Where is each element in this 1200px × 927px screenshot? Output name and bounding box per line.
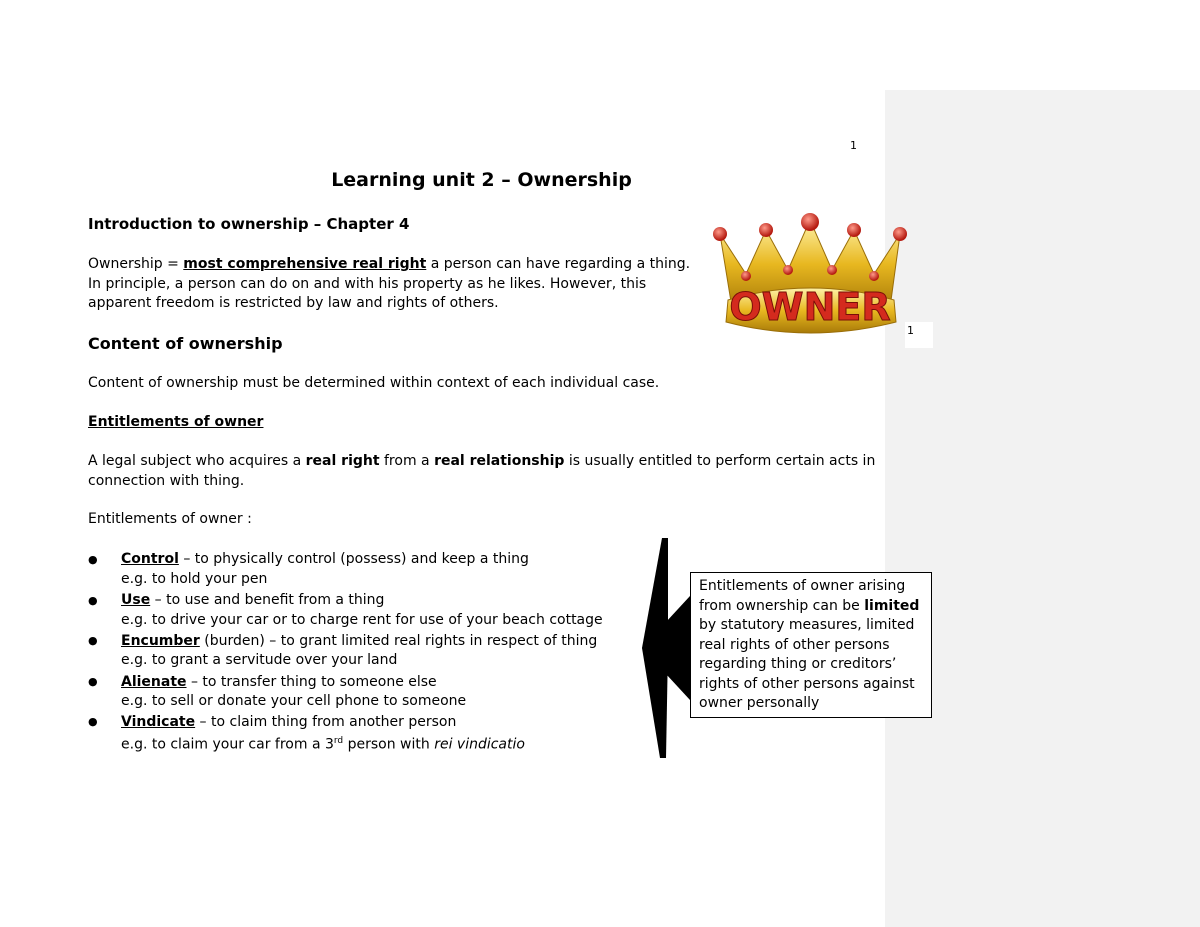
entitlements-para-line-1: A legal subject who acquires a real right from a real relationship is usually entitled to perform certain acts in — [88, 453, 876, 469]
list-item-alienate: Alienate – to transfer thing to someone else — [121, 673, 437, 690]
left-arrow-icon — [640, 536, 690, 761]
entitlements-heading: Entitlements of owner — [88, 414, 264, 430]
page-number: 1 — [850, 139, 857, 152]
entitlements-list-intro: Entitlements of owner : — [88, 511, 252, 527]
intro-heading: Introduction to ownership – Chapter 4 — [88, 215, 410, 233]
callout-line-2: from ownership can be limited — [699, 597, 920, 614]
callout-line-3: by statutory measures, limited — [699, 617, 915, 633]
list-item-alienate-example: e.g. to sell or donate your cell phone to someone — [121, 693, 467, 709]
content-line-1: Content of ownership must be determined within context of each individual case. — [88, 375, 660, 391]
callout-line-6: rights of other persons against — [699, 675, 915, 692]
bullet-icon: ● — [88, 594, 98, 607]
entitlements-para-line-2: connection with thing. — [88, 472, 245, 489]
bullet-icon: ● — [88, 675, 98, 688]
callout-box — [690, 572, 932, 718]
intro-line-3: apparent freedom is restricted by law and rights of others. — [88, 295, 499, 311]
intro-line-2: In principle, a person can do on and with his property as he likes. However, this — [88, 275, 647, 292]
list-item-vindicate: Vindicate – to claim thing from another person — [121, 713, 457, 730]
content-heading: Content of ownership — [88, 334, 283, 353]
callout-line-1: Entitlements of owner arising — [699, 578, 906, 594]
bullet-icon: ● — [88, 715, 98, 728]
footnote-marker: 1 — [907, 324, 914, 337]
comments-sidebar — [885, 90, 1200, 927]
list-item-use-example: e.g. to drive your car or to charge rent for use of your beach cottage — [121, 611, 603, 628]
callout-line-5: regarding thing or creditors’ — [699, 656, 897, 672]
list-item-encumber: Encumber (burden) – to grant limited real rights in respect of thing — [121, 632, 598, 649]
list-item-vindicate-example: e.g. to claim your car from a 3rd person with rei vindicatio — [121, 736, 525, 753]
svg-text:OWNER: OWNER — [729, 285, 891, 329]
list-item-encumber-example: e.g. to grant a servitude over your land — [121, 652, 398, 668]
owner-crown-icon — [708, 212, 913, 336]
intro-line-1: Ownership = most comprehensive real right a person can have regarding a thing. — [88, 256, 691, 272]
list-item-control: Control – to physically control (possess) and keep a thing — [121, 551, 529, 567]
list-item-control-example: e.g. to hold your pen — [121, 570, 268, 587]
callout-line-4: real rights of other persons — [699, 636, 890, 653]
bullet-icon: ● — [88, 634, 98, 647]
page-title: Learning unit 2 – Ownership — [331, 169, 632, 191]
bullet-icon: ● — [88, 553, 98, 566]
footnote-marker-box — [905, 322, 933, 348]
list-item-use: Use – to use and benefit from a thing — [121, 592, 385, 608]
callout-line-7: owner personally — [699, 695, 820, 711]
